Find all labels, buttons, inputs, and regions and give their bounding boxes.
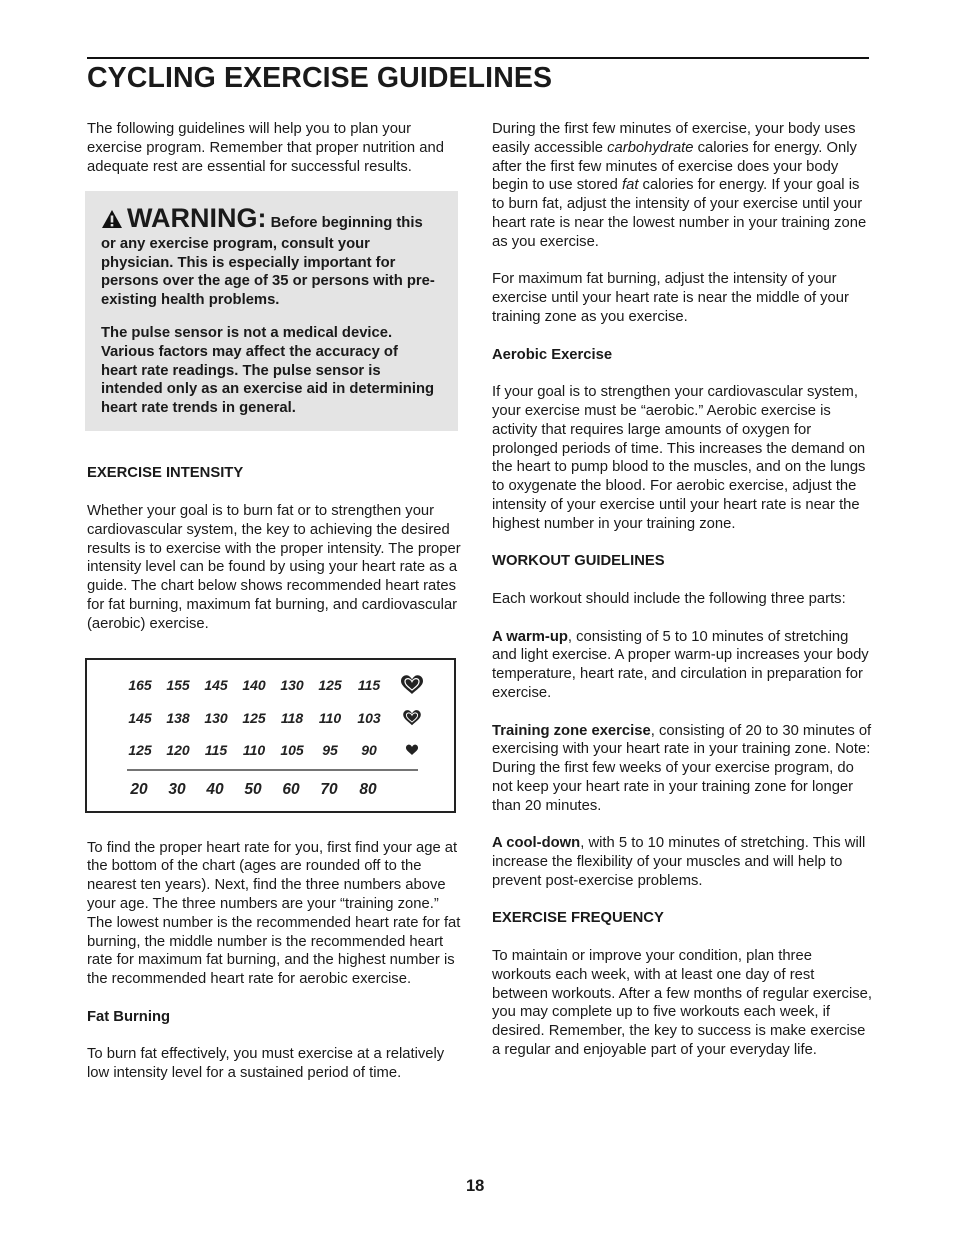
- heart-rate-value: 115: [204, 741, 228, 758]
- heart-rate-value: 165: [128, 676, 152, 693]
- intro-paragraph: The following guidelines will help you to plan your exercise program. Remember that proper nutrition and adequate rest are essential for successful results.: [87, 121, 444, 175]
- heart-rate-chart: [85, 658, 456, 813]
- fat-burning-heading: Fat Burning: [87, 1008, 171, 1025]
- heart-rate-value: 125: [318, 676, 342, 693]
- warning-box: [85, 191, 458, 431]
- left-column: [87, 120, 467, 1083]
- max-fat-burning-text: For maximum fat burning, adjust the intensity of your exercise until your heart rate is near the middle of your training zone as you exercise.: [492, 271, 849, 325]
- age-label: 80: [359, 780, 377, 798]
- age-label: 50: [244, 780, 262, 798]
- heart-rate-value: 103: [357, 709, 381, 726]
- right-paragraph-1: [492, 120, 872, 252]
- heart-rate-value: 125: [242, 709, 266, 726]
- heart-rate-value: 145: [204, 676, 228, 693]
- heart-rate-value: 115: [357, 676, 381, 693]
- warning-paragraph-1: [101, 205, 438, 309]
- warning-label: WARNING:: [127, 203, 267, 234]
- age-label: 40: [206, 780, 224, 798]
- heart-rate-value: 138: [166, 709, 190, 726]
- warning-text-1: Before beginning this or any exercise program, consult your physician. This is especially important for persons over the age of 35 or persons with pre-existing health problems.: [101, 215, 435, 308]
- heart-rate-value: 118: [280, 709, 304, 726]
- heart-medium-icon: [403, 710, 421, 725]
- heart-rate-value: 130: [204, 709, 228, 726]
- warm-up-lead: A warm-up: [492, 628, 568, 645]
- heart-rate-value: 110: [318, 709, 342, 726]
- heart-rate-value: 125: [128, 741, 152, 758]
- heart-rate-value: 155: [166, 676, 190, 693]
- age-label: 70: [320, 780, 338, 798]
- heart-rate-chart-svg: [87, 660, 454, 811]
- fat-burning-text: To burn fat effectively, you must exercise at a relatively low intensity level for a sustained period of time.: [87, 1046, 445, 1082]
- warm-up-text: , consisting of 5 to 10 minutes of stretching and light exercise. A proper warm-up increases your body temperature, heart rate, and circulation in preparation for exercise.: [492, 628, 869, 701]
- heart-rate-value: 140: [242, 676, 266, 693]
- exercise-frequency-heading: EXERCISE FREQUENCY: [492, 910, 664, 927]
- find-heart-rate-text: To find the proper heart rate for you, first find your age at the bottom of the chart (ages are rounded off to the nearest ten years). Next, find the three numbers above your age. The three numbers are your “training zone.” The lowest number is the recommended heart rate for fat burning, the middle number is the recommended heart rate for maximum fat burning, and the highest number is the recommended heart rate for aerobic exercise.: [87, 839, 461, 988]
- carbohydrate-fat-text: During the first few minutes of exercise, your body uses easily accessible carbohydrate calories for energy. Only after the first few minutes of exercise does your body begin to use stored fat calories for energy. If your goal is to burn fat, adjust the intensity of your exercise until your heart rate is near the lowest number in your training zone as you exercise.: [492, 121, 867, 250]
- heart-rate-value: 145: [128, 709, 152, 726]
- heart-rate-value: 120: [166, 741, 190, 758]
- workout-guidelines-heading: WORKOUT GUIDELINES: [492, 553, 665, 570]
- training-zone-paragraph: [492, 722, 872, 816]
- heart-rate-value: 90: [361, 741, 377, 758]
- age-label: 60: [282, 780, 300, 798]
- cool-down-paragraph: [492, 834, 872, 890]
- age-label: 30: [168, 780, 186, 798]
- right-column: [492, 120, 872, 1060]
- title-rule: [87, 57, 869, 59]
- cool-down-lead: A cool-down: [492, 835, 581, 852]
- aerobic-exercise-text: If your goal is to strengthen your cardiovascular system, your exercise must be “aerobic.” Aerobic exercise is activity that requires large amounts of oxygen for prolonged periods of time. This increases the demand on the heart to pump blood to the muscles, and on the lungs to oxygenate the blood. For aerobic exercise, adjust the intensity of your exercise until your heart rate is near the highest number in your training zone.: [492, 384, 866, 532]
- heart-rate-value: 130: [280, 676, 304, 693]
- warning-paragraph-2: The pulse sensor is not a medical device. Various factors may affect the accuracy of heart rate readings. The pulse sensor is intended only as an exercise aid in determining heart rate trends in general.: [101, 325, 435, 416]
- cool-down-text: , with 5 to 10 minutes of stretching. This will increase the flexibility of your muscles and will help to prevent post-exercise problems.: [492, 835, 866, 889]
- age-label: 20: [130, 780, 148, 798]
- heart-large-icon: [401, 675, 423, 694]
- heart-rate-value: 105: [280, 741, 304, 758]
- page-title: CYCLING EXERCISE GUIDELINES: [87, 62, 553, 94]
- heart-rate-value: 110: [242, 741, 266, 758]
- heart-small-icon: [406, 744, 418, 754]
- warning-triangle-icon: [101, 209, 123, 235]
- exercise-frequency-text: To maintain or improve your condition, plan three workouts each week, with at least one day of rest between workouts. After a few months of regular exercise, you may complete up to five workouts each week, if desired. Remember, the key to success is make exercise a regular and enjoyable part of your everyday life.: [492, 948, 872, 1059]
- training-zone-lead: Training zone exercise: [492, 722, 651, 739]
- aerobic-exercise-heading: Aerobic Exercise: [492, 346, 613, 363]
- workout-intro-text: Each workout should include the following three parts:: [492, 590, 846, 607]
- training-zone-text: , consisting of 20 to 30 minutes of exercising with your heart rate in your training zone. Note: During the first few weeks of your exercise program, do not keep your heart rate in your training zone for longer than 20 minutes.: [492, 722, 872, 814]
- page-number: 18: [466, 1177, 485, 1195]
- heart-rate-value: 95: [322, 741, 338, 758]
- exercise-intensity-heading: EXERCISE INTENSITY: [87, 465, 244, 482]
- warm-up-paragraph: [492, 628, 872, 703]
- exercise-intensity-text: Whether your goal is to burn fat or to strengthen your cardiovascular system, the key to achieving the desired results is to exercise with the proper intensity. The proper intensity level can be found by using your heart rate as a guide. The chart below shows recommended heart rates for fat burning, maximum fat burning, and cardiovascular (aerobic) exercise.: [87, 502, 461, 632]
